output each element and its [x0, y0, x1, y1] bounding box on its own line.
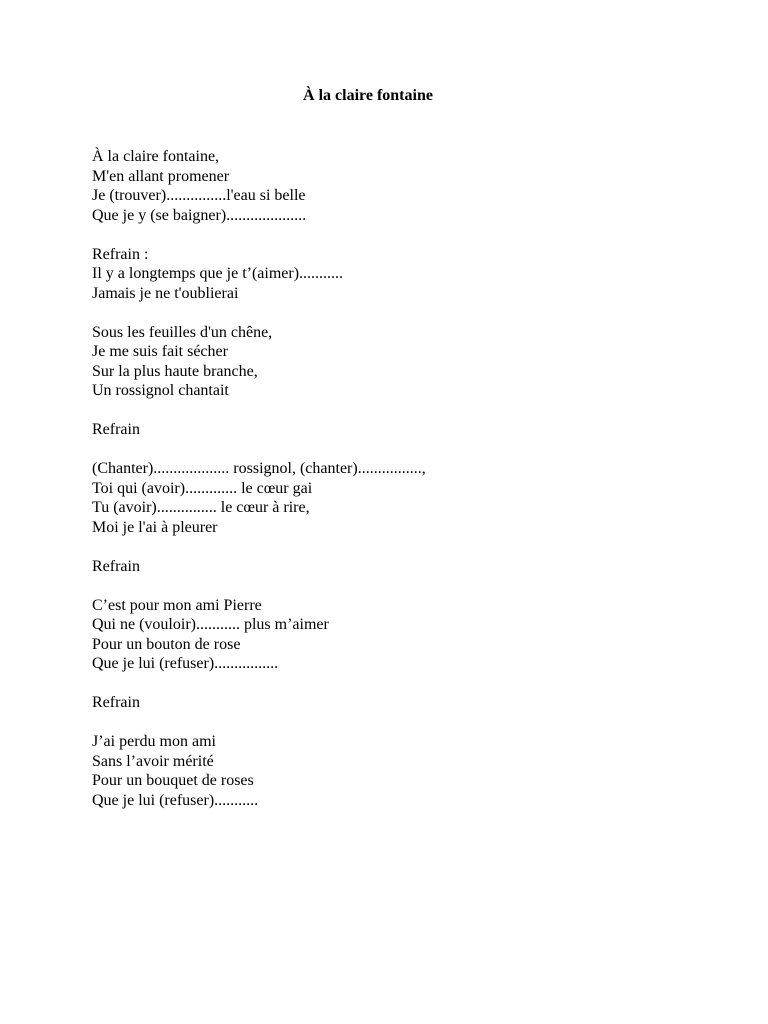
text-line: (Chanter)................... rossignol, (chanter)................,: [92, 460, 426, 477]
text-line: C’est pour mon ami Pierre: [92, 596, 262, 614]
text-line: Sur la plus haute branche,: [92, 362, 258, 380]
text-line: Refrain: [92, 421, 140, 438]
refrain-marker-3: [92, 693, 732, 713]
stanza-1: [92, 147, 732, 225]
text-line: Qui ne (vouloir)........... plus m’aimer: [92, 616, 329, 633]
text-line: J’ai perdu mon ami: [92, 733, 216, 750]
text-line: Je me suis fait sécher: [92, 343, 228, 360]
text-line: Que je y (se baigner)....................: [92, 206, 307, 224]
text-line: Jamais je ne t'oublierai: [92, 284, 239, 302]
text-line: À la claire fontaine,: [92, 148, 220, 165]
text-line: Sous les feuilles d'un chêne,: [92, 323, 273, 341]
text-line: Tu (avoir)............... le cœur à rire,: [92, 499, 310, 516]
text-line: Toi qui (avoir)............. le cœur gai: [92, 479, 313, 497]
text-line: Je (trouver)...............l'eau si belle: [92, 187, 306, 204]
text-line: Refrain: [92, 557, 140, 575]
text-line: Que je lui (refuser)...........: [92, 791, 259, 809]
text-line: Refrain: [92, 694, 140, 711]
stanza-refrain: [92, 245, 732, 304]
text-line: Moi je l'ai à pleurer: [92, 518, 218, 536]
stanza-5: [92, 732, 732, 810]
document-body: [92, 147, 732, 830]
refrain-marker-2: [92, 557, 732, 577]
stanza-3: [92, 459, 732, 537]
text-line: Refrain :: [92, 245, 149, 263]
document-title: À la claire fontaine: [303, 87, 433, 104]
stanza-4: [92, 596, 732, 674]
text-line: Sans l’avoir mérité: [92, 752, 214, 770]
text-line: Pour un bouquet de roses: [92, 772, 254, 789]
text-line: Il y a longtemps que je t’(aimer)...........: [92, 265, 344, 282]
refrain-marker-1: [92, 420, 732, 440]
text-line: Que je lui (refuser)................: [92, 655, 279, 672]
text-line: Un rossignol chantait: [92, 382, 229, 399]
text-line: M'en allant promener: [92, 167, 230, 185]
text-line: Pour un bouton de rose: [92, 635, 241, 653]
stanza-2: [92, 323, 732, 401]
